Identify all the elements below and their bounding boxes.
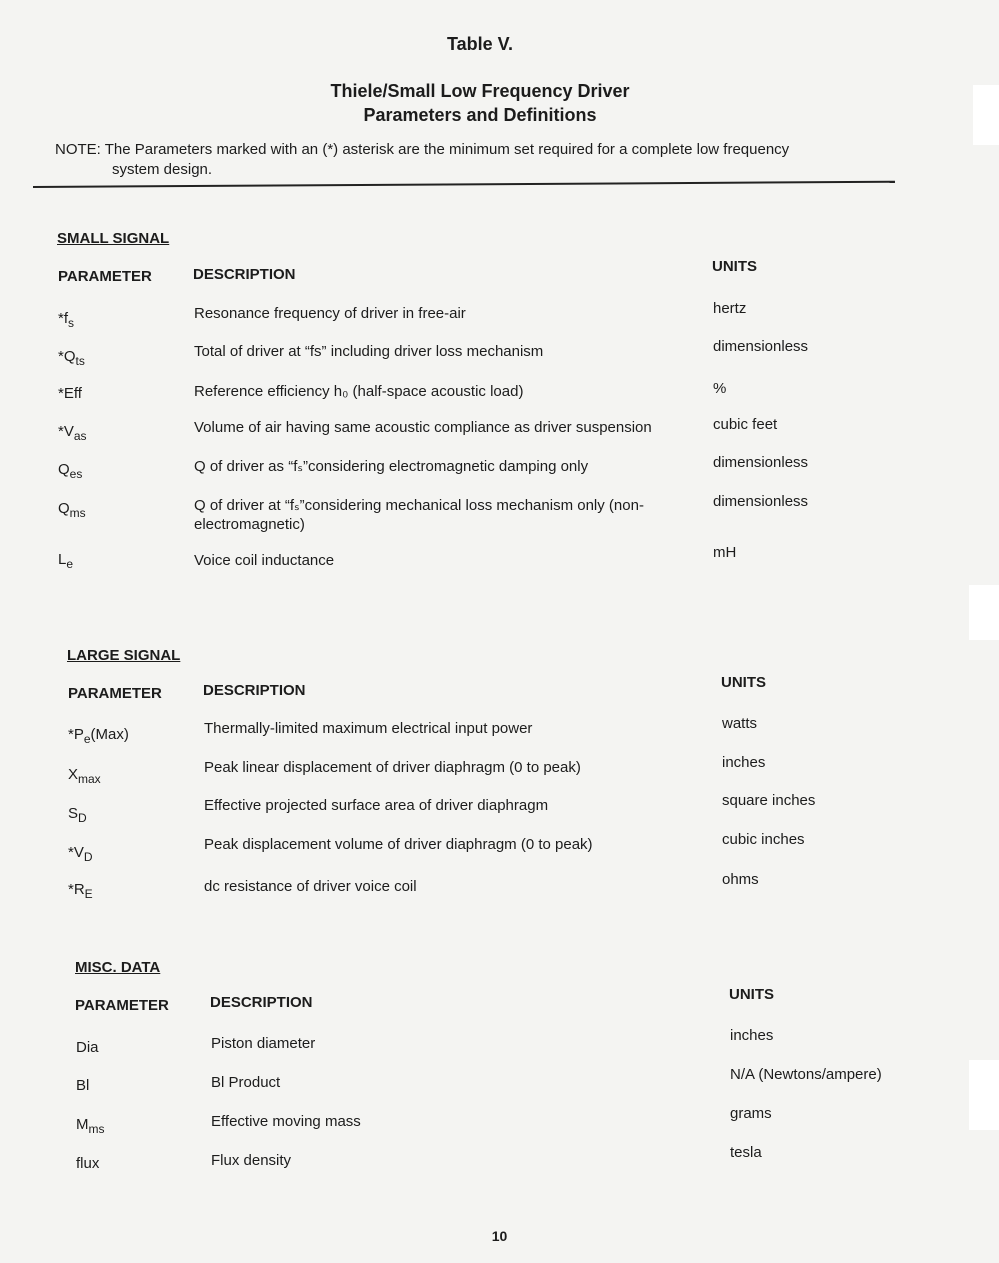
section-title: MISC. DATA xyxy=(75,959,161,976)
parameter-symbol xyxy=(58,499,86,523)
parameter-description: Bl Product xyxy=(211,1074,281,1091)
parameter-symbol xyxy=(58,422,87,446)
parameter-description: Thermally-limited maximum electrical input power xyxy=(204,720,533,737)
note xyxy=(55,140,875,180)
column-header-description: DESCRIPTION xyxy=(210,994,313,1011)
symbol-main: *Q xyxy=(58,348,76,365)
note-line-1: NOTE: The Parameters marked with an (*) asterisk are the minimum set required for a complete low frequency xyxy=(55,141,790,158)
parameter-units: watts xyxy=(722,715,758,732)
parameter-description: Volume of air having same acoustic compliance as driver suspension xyxy=(194,419,652,436)
parameter-description: Peak displacement volume of driver diaphragm (0 to peak) xyxy=(204,836,593,853)
symbol-subscript: e xyxy=(66,557,74,571)
note-line-2: system design. xyxy=(112,161,213,178)
parameter-units: cubic feet xyxy=(713,416,778,433)
column-header-units: UNITS xyxy=(721,674,766,691)
parameter-symbol xyxy=(76,1154,99,1173)
parameter-description: Voice coil inductance xyxy=(194,552,335,569)
symbol-subscript: e xyxy=(83,732,91,746)
parameter-units: ohms xyxy=(722,871,759,888)
parameter-symbol xyxy=(76,1038,99,1057)
symbol-main: *Eff xyxy=(58,385,82,402)
symbol-main: S xyxy=(68,805,79,822)
parameter-symbol xyxy=(58,309,74,333)
symbol-main: *P xyxy=(68,726,84,743)
symbol-main: L xyxy=(58,551,67,568)
symbol-subscript: D xyxy=(78,811,87,825)
symbol-main: Q xyxy=(58,461,70,478)
parameter-units: dimensionless xyxy=(713,338,809,355)
parameter-symbol xyxy=(68,765,101,789)
parameter-symbol xyxy=(68,880,93,904)
column-header-description: DESCRIPTION xyxy=(193,266,296,283)
symbol-main: *f xyxy=(58,310,69,327)
parameter-symbol xyxy=(68,804,87,828)
paper-edge xyxy=(973,85,999,145)
parameter-description: Effective projected surface area of driver diaphragm xyxy=(204,797,549,814)
section-title: LARGE SIGNAL xyxy=(67,647,181,664)
parameter-units: inches xyxy=(722,754,766,771)
parameter-symbol xyxy=(58,550,73,574)
symbol-main: Bl xyxy=(76,1077,90,1094)
symbol-subscript: ts xyxy=(75,354,85,368)
column-header-units: UNITS xyxy=(712,258,757,275)
symbol-main: *R xyxy=(68,881,85,898)
parameter-units: dimensionless xyxy=(713,493,809,510)
symbol-suffix: (Max) xyxy=(90,726,129,743)
page-number: 10 xyxy=(491,1228,508,1244)
parameter-symbol xyxy=(76,1115,105,1139)
parameter-description: Resonance frequency of driver in free-air xyxy=(194,305,466,322)
column-header-units: UNITS xyxy=(729,986,774,1003)
parameter-description: Peak linear displacement of driver diaphragm (0 to peak) xyxy=(204,759,581,776)
symbol-main: flux xyxy=(76,1155,100,1172)
parameter-description: Effective moving mass xyxy=(211,1113,361,1130)
parameter-symbol xyxy=(58,384,82,403)
symbol-main: Dia xyxy=(76,1039,99,1056)
parameter-units: mH xyxy=(713,544,737,561)
table-title: Table V. xyxy=(446,34,514,54)
parameter-description: Q of driver at “fₛ”considering mechanical loss mechanism only (non-electromagnetic) xyxy=(194,497,644,533)
column-header-parameter: PARAMETER xyxy=(58,268,152,285)
symbol-subscript: es xyxy=(69,467,83,481)
parameter-units: grams xyxy=(730,1105,772,1122)
parameter-symbol xyxy=(58,460,82,484)
parameter-units: cubic inches xyxy=(722,831,805,848)
parameter-units: % xyxy=(713,380,727,397)
paper-edge xyxy=(969,1060,999,1130)
symbol-subscript: as xyxy=(73,429,87,443)
parameter-description: dc resistance of driver voice coil xyxy=(204,878,417,895)
parameter-description: Q of driver as “fₛ”considering electromagnetic damping only xyxy=(194,458,589,475)
parameter-symbol xyxy=(58,347,85,371)
subtitle-line-2: Parameters and Definitions xyxy=(363,105,597,125)
parameter-description: Flux density xyxy=(211,1152,292,1169)
table-subtitle xyxy=(0,79,960,127)
column-header-parameter: PARAMETER xyxy=(68,685,162,702)
parameter-units: hertz xyxy=(713,300,747,317)
column-header-description: DESCRIPTION xyxy=(203,682,306,699)
symbol-main: M xyxy=(76,1116,89,1133)
symbol-subscript: s xyxy=(68,316,75,330)
paper-edge xyxy=(969,585,999,640)
symbol-main: *V xyxy=(58,423,74,440)
parameter-symbol xyxy=(76,1076,89,1095)
symbol-main: Q xyxy=(58,500,70,517)
parameter-description: Reference efficiency h₀ (half-space acoustic load) xyxy=(194,383,524,400)
symbol-subscript: ms xyxy=(88,1122,105,1136)
symbol-subscript: E xyxy=(84,887,93,901)
symbol-main: *V xyxy=(68,844,84,861)
symbol-subscript: D xyxy=(83,850,93,864)
parameter-symbol xyxy=(68,843,93,867)
column-header-parameter: PARAMETER xyxy=(75,997,169,1014)
subtitle-line-1: Thiele/Small Low Frequency Driver xyxy=(330,81,630,101)
parameter-symbol xyxy=(68,725,129,749)
parameter-units: N/A (Newtons/ampere) xyxy=(730,1066,882,1083)
parameter-units: dimensionless xyxy=(713,454,809,471)
symbol-main: X xyxy=(68,766,79,783)
parameter-description: Piston diameter xyxy=(211,1035,316,1052)
divider-rule xyxy=(33,181,895,188)
parameter-units: tesla xyxy=(730,1144,762,1161)
parameter-units: square inches xyxy=(722,792,816,809)
symbol-subscript: ms xyxy=(69,506,86,520)
parameter-units: inches xyxy=(730,1027,774,1044)
parameter-description: Total of driver at “fs” including driver loss mechanism xyxy=(194,343,544,360)
symbol-subscript: max xyxy=(78,772,101,786)
section-title: SMALL SIGNAL xyxy=(57,230,170,247)
